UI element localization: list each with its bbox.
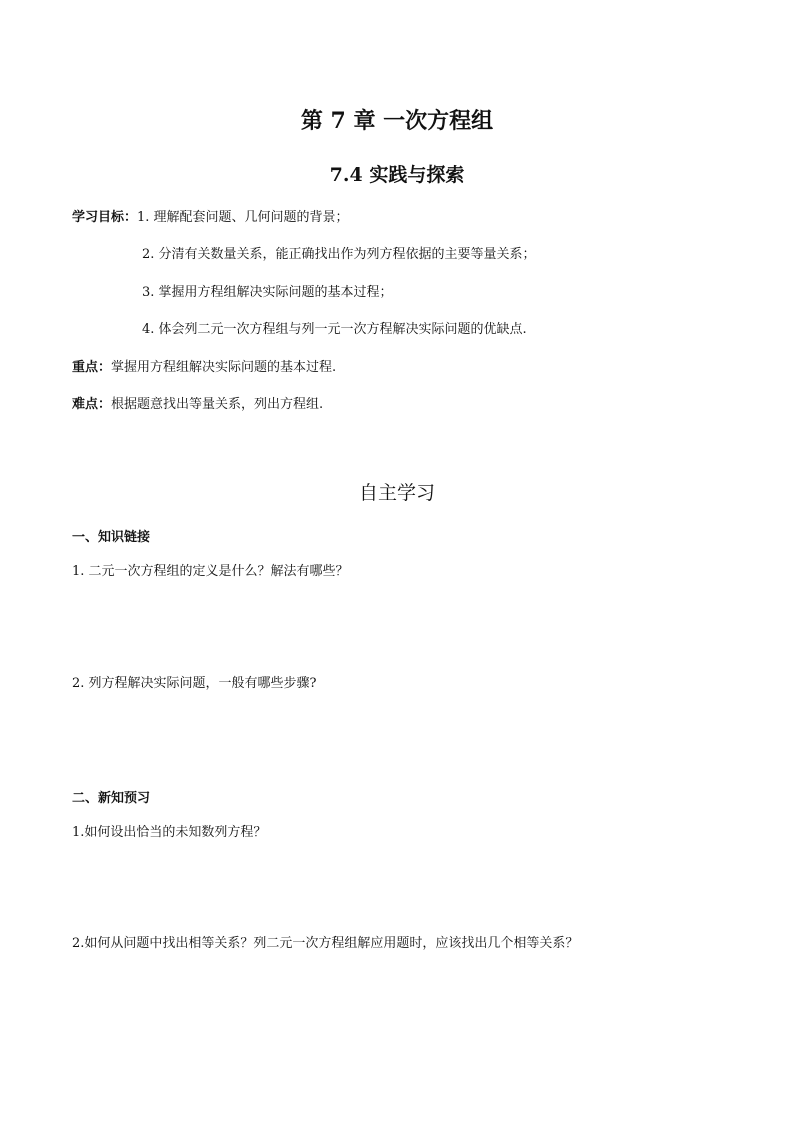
difficulty-label: 难点：: [72, 397, 112, 412]
key-point-text: 掌握用方程组解决实际问题的基本过程.: [111, 360, 337, 375]
key-point-label: 重点：: [72, 360, 112, 375]
objectives-first-line: [72, 209, 349, 227]
part2-heading: 二、新知预习: [72, 791, 151, 806]
question-item: 2. 列方程解决实际问题，一般有哪些步骤?: [72, 676, 317, 691]
question-item: 1.如何设出恰当的未知数列方程？: [72, 825, 267, 840]
chapter-title: 第 7 章 一次方程组: [300, 108, 494, 134]
objectives-label: 学习目标：: [72, 210, 138, 225]
difficulty-text: 根据题意找出等量关系，列出方程组.: [111, 397, 324, 412]
section-title: 7.4 实践与探索: [329, 164, 465, 186]
question-item: 1. 二元一次方程组的定义是什么？解法有哪些？: [72, 564, 349, 579]
objective-item: 3. 掌握用方程组解决实际问题的基本过程；: [142, 285, 393, 300]
objective-item: 4. 体会列二元一次方程组与列一元一次方程解决实际问题的优缺点.: [142, 322, 527, 337]
part1-heading: 一、知识链接: [72, 530, 151, 545]
question-item: 2.如何从问题中找出相等关系？列二元一次方程组解应用题时，应该找出几个相等关系？: [72, 936, 579, 951]
objective-item: 2. 分清有关数量关系，能正确找出作为列方程依据的主要等量关系；: [142, 247, 536, 262]
key-point: [72, 359, 336, 377]
difficulty: [72, 396, 323, 414]
self-study-title: 自主学习: [358, 482, 435, 504]
objective-item: 1. 理解配套问题、几何问题的背景；: [137, 210, 349, 225]
